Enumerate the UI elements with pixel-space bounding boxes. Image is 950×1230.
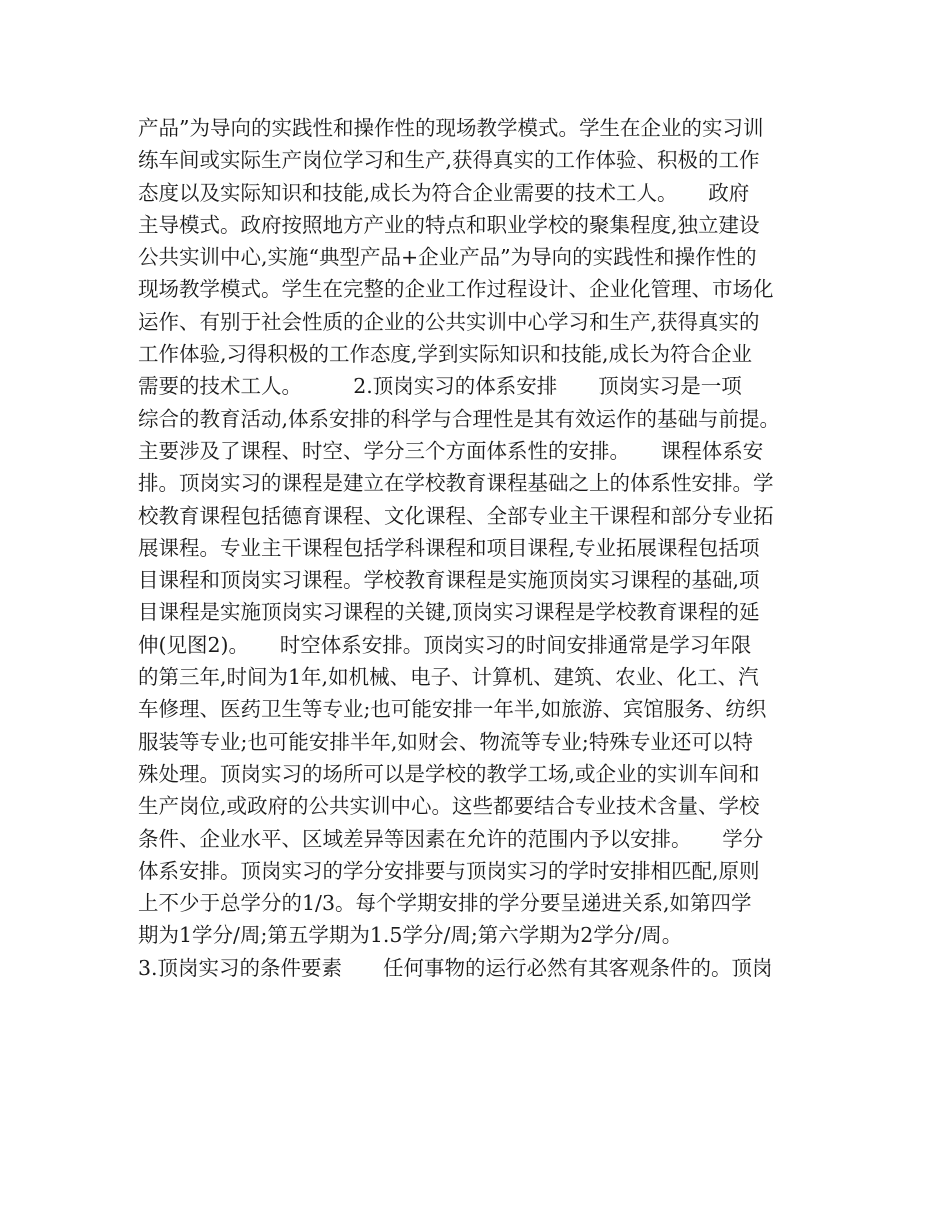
text-line: 服装等专业;也可能安排半年,如财会、物流等专业;特殊专业还可以特 — [138, 729, 753, 754]
text-line: 主导模式。政府按照地方产业的特点和职业学校的聚集程度,独立建设 — [138, 212, 760, 237]
text-line: 公共实训中心,实施“典型产品+企业产品”为导向的实践性和操作性的 — [138, 245, 757, 270]
text-line: 工作体验,习得积极的工作态度,学到实际知识和技能,成长为符合企业 — [138, 342, 753, 367]
text-line: 产品”为导向的实践性和操作性的现场教学模式。学生在企业的实习训 — [138, 116, 764, 140]
text-line: 生产岗位,或政府的公共实训中心。这些都要结合专业技术含量、学校 — [138, 794, 760, 819]
text-line: 态度以及实际知识和技能,成长为符合企业需要的技术工人。 政府 — [138, 180, 750, 205]
text-line: 期为1学分/周;第五学期为1.5学分/周;第六学期为2学分/周。 — [138, 923, 683, 948]
text-line: 3.顶岗实习的条件要素 任何事物的运行必然有其客观条件的。顶岗 — [138, 955, 773, 980]
text-line: 体系安排。顶岗实习的学分安排要与顶岗实习的学时安排相匹配,原则 — [138, 858, 760, 883]
text-line: 排。顶岗实习的课程是建立在学校教育课程基础之上的体系性安排。学 — [138, 471, 774, 496]
text-line: 的第三年,时间为1年,如机械、电子、计算机、建筑、农业、化工、汽 — [138, 665, 759, 690]
text-line: 目课程是实施顶岗实习课程的关键,顶岗实习课程是学校教育课程的延 — [138, 600, 760, 625]
text-line: 现场教学模式。学生在完整的企业工作过程设计、企业化管理、市场化 — [138, 277, 774, 302]
text-line: 车修理、医药卫生等专业;也可能安排一年半,如旅游、宾馆服务、纺织 — [138, 697, 767, 722]
text-line: 需要的技术工人。 2.顶岗实习的体系安排 顶岗实习是一项 — [138, 374, 742, 399]
text-line: 殊处理。顶岗实习的场所可以是学校的教学工场,或企业的实训车间和 — [138, 761, 760, 786]
text-line: 伸(见图2)。 时空体系安排。顶岗实习的时间安排通常是学习年限 — [138, 632, 752, 657]
text-line: 展课程。专业主干课程包括学科课程和项目课程,专业拓展课程包括项 — [138, 535, 760, 560]
text-line: 校教育课程包括德育课程、文化课程、全部专业主干课程和部分专业拓 — [138, 503, 774, 528]
text-line: 综合的教育活动,体系安排的科学与合理性是其有效运作的基础与前提。 — [138, 406, 781, 431]
text-line: 运作、有别于社会性质的企业的公共实训中心学习和生产,获得真实的 — [138, 309, 760, 334]
text-line: 条件、企业水平、区域差异等因素在允许的范围内予以安排。 学分 — [138, 826, 764, 851]
text-line: 目课程和顶岗实习课程。学校教育课程是实施顶岗实习课程的基础,项 — [138, 568, 760, 593]
body-text — [138, 112, 828, 984]
text-line: 上不少于总学分的1/3。每个学期安排的学分要呈递进关系,如第四学 — [138, 891, 752, 916]
text-line: 主要涉及了课程、时空、学分三个方面体系性的安排。 课程体系安 — [138, 438, 764, 463]
text-line: 练车间或实际生产岗位学习和生产,获得真实的工作体验、积极的工作 — [138, 148, 760, 173]
